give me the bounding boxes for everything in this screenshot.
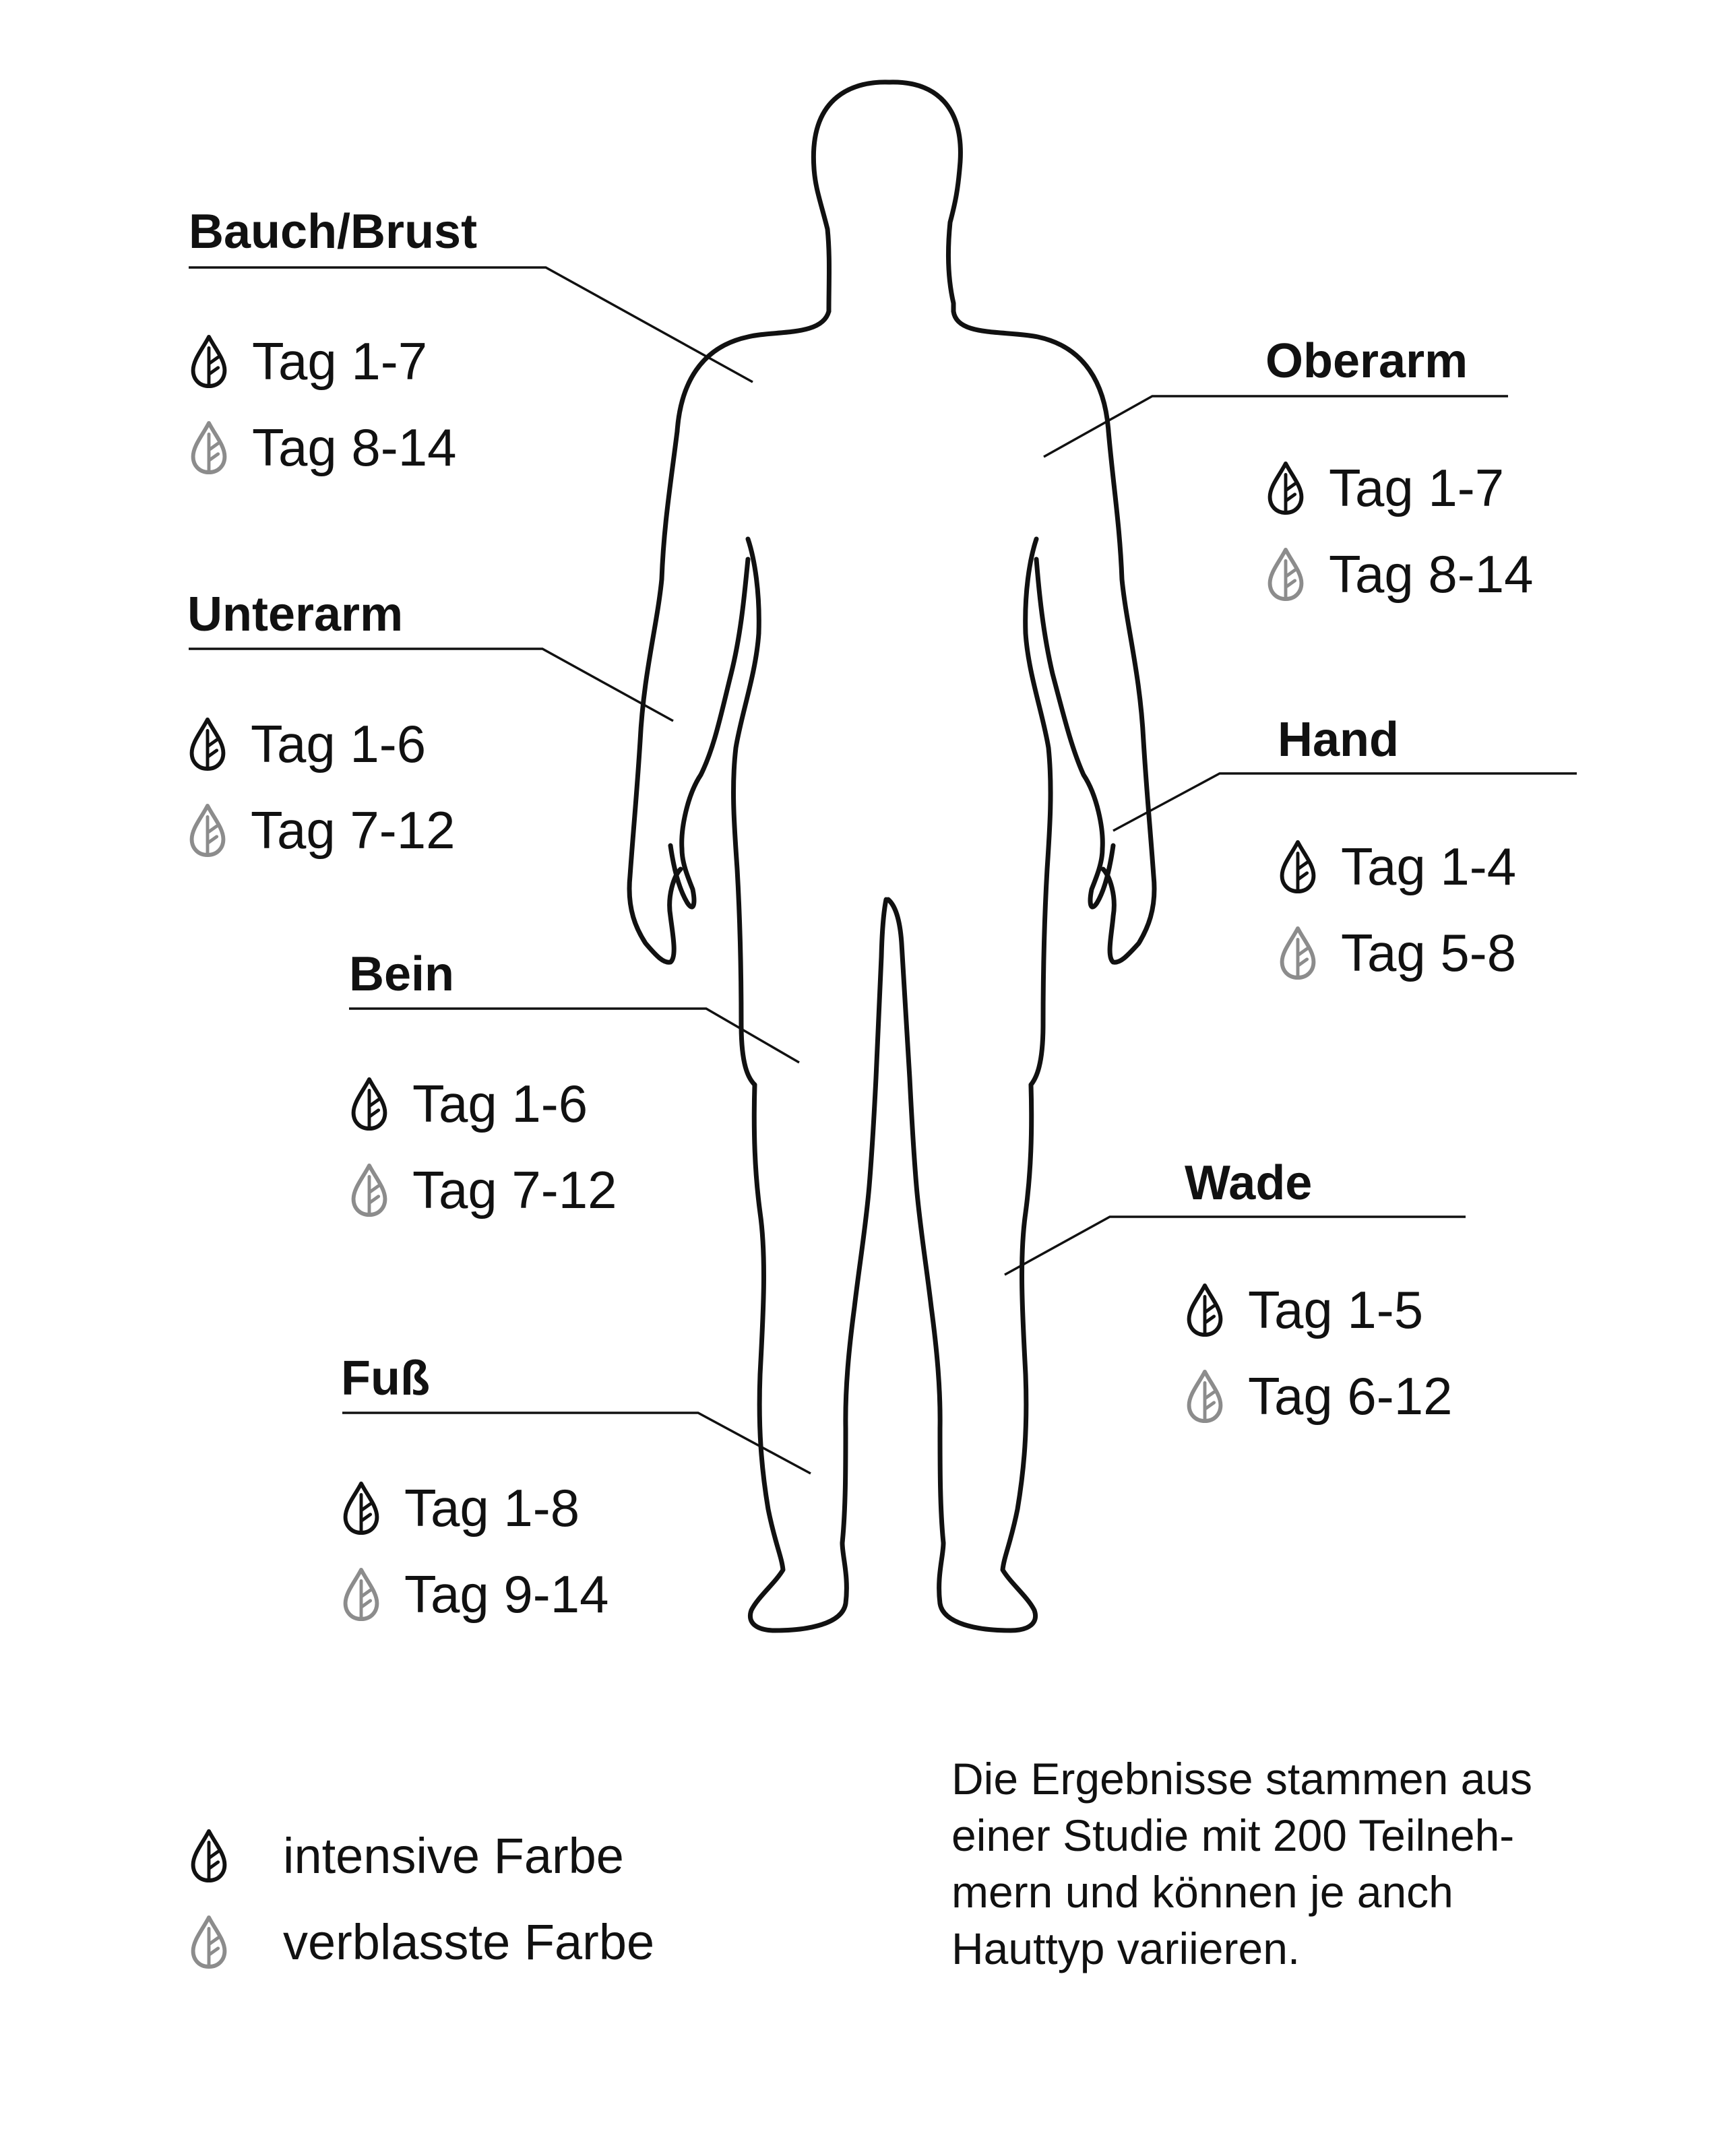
note-line: einer Studie mit 200 Teilneh- [951, 1810, 1515, 1860]
intense-duration-row [349, 1060, 617, 1147]
head-left-outline [814, 168, 829, 311]
duration-label: Tag 1-5 [1248, 1279, 1424, 1339]
duration-label: Tag 8-14 [252, 417, 457, 477]
drop-leaf-icon [341, 1480, 381, 1535]
region-title: Oberarm [1265, 334, 1468, 388]
intense-duration-row [341, 1465, 609, 1551]
faded-duration-row [187, 787, 456, 873]
drop-leaf-icon [189, 1828, 229, 1883]
region-wade [1185, 1156, 1453, 1439]
faded-duration-row [349, 1147, 617, 1233]
drop-leaf-faded-icon [1278, 925, 1318, 980]
duration-label: Tag 1-4 [1341, 836, 1517, 896]
left-arm-outer-outline [629, 431, 681, 962]
duration-label: Tag 1-7 [252, 331, 428, 391]
duration-label: Tag 9-14 [404, 1564, 609, 1624]
right-arm-inner-outline [1036, 559, 1102, 849]
region-bauch-brust [189, 205, 478, 490]
drop-leaf-icon [187, 716, 228, 771]
intense-duration-row [1278, 823, 1516, 910]
region-bein [349, 947, 617, 1233]
note-line: Die Ergebnisse stammen aus [951, 1754, 1533, 1804]
duration-label: Tag 6-12 [1248, 1366, 1453, 1426]
region-title: Wade [1185, 1156, 1313, 1210]
right-shoulder-outline [953, 311, 1108, 431]
duration-label: Tag 1-7 [1329, 457, 1505, 517]
faded-duration-row [341, 1551, 609, 1637]
region-title: Fuß [341, 1352, 430, 1405]
drop-leaf-faded-icon [189, 1914, 229, 1969]
region-title: Bein [349, 947, 455, 1001]
right-leg-outer-outline [939, 1085, 1036, 1630]
left-arm-inner-outline [682, 559, 748, 849]
left-leg-outer-outline [750, 1085, 846, 1630]
region-hand [1278, 713, 1517, 996]
faded-duration-row [1278, 910, 1516, 996]
drop-leaf-icon [1265, 460, 1306, 515]
region-fuss [341, 1354, 609, 1637]
legend-label: intensive Farbe [283, 1827, 624, 1884]
note-line: mern und können je anch [951, 1867, 1453, 1917]
right-armpit-outline [1026, 539, 1051, 1085]
left-armpit-outline [733, 539, 759, 1085]
legend-label: verblasste Farbe [283, 1913, 655, 1970]
drop-leaf-icon [349, 1076, 389, 1131]
faded-duration-row [189, 404, 477, 490]
drop-leaf-faded-icon [349, 1162, 389, 1217]
right-arm-outer-outline [1103, 431, 1154, 962]
duration-label: Tag 1-6 [412, 1073, 588, 1133]
left-shoulder-outline [677, 311, 829, 431]
intense-duration-row [187, 701, 456, 787]
drop-leaf-faded-icon [1185, 1368, 1225, 1424]
faded-duration-row [1265, 531, 1534, 617]
duration-label: Tag 1-8 [404, 1478, 580, 1537]
drop-leaf-faded-icon [187, 802, 228, 858]
study-note [951, 1750, 1666, 1977]
intense-duration-row [189, 318, 477, 404]
legend-item-faded [189, 1899, 654, 1985]
left-leg-inner-outline [842, 899, 886, 1543]
right-leg-inner-outline [888, 899, 943, 1543]
drop-leaf-faded-icon [189, 420, 229, 475]
faded-duration-row [1185, 1353, 1453, 1439]
drop-leaf-icon [1185, 1282, 1225, 1337]
region-title: Hand [1278, 713, 1399, 767]
duration-label: Tag 5-8 [1341, 922, 1517, 982]
duration-label: Tag 7-12 [251, 800, 456, 860]
legend [189, 1812, 654, 1985]
intense-duration-row [1185, 1267, 1453, 1353]
note-line: Hauttyp variieren. [951, 1924, 1301, 1973]
drop-leaf-icon [1278, 839, 1318, 894]
duration-label: Tag 7-12 [412, 1160, 617, 1219]
duration-label: Tag 8-14 [1329, 544, 1534, 604]
head-outline [813, 82, 960, 311]
drop-leaf-icon [189, 334, 229, 389]
region-unterarm [187, 590, 456, 873]
drop-leaf-faded-icon [341, 1566, 381, 1622]
region-title: Unterarm [187, 588, 404, 641]
region-title: Bauch/Brust [189, 205, 478, 259]
drop-leaf-faded-icon [1265, 546, 1306, 602]
intense-duration-row [1265, 445, 1534, 531]
duration-label: Tag 1-6 [251, 714, 427, 773]
legend-item-intense [189, 1812, 654, 1899]
region-oberarm [1265, 334, 1534, 617]
